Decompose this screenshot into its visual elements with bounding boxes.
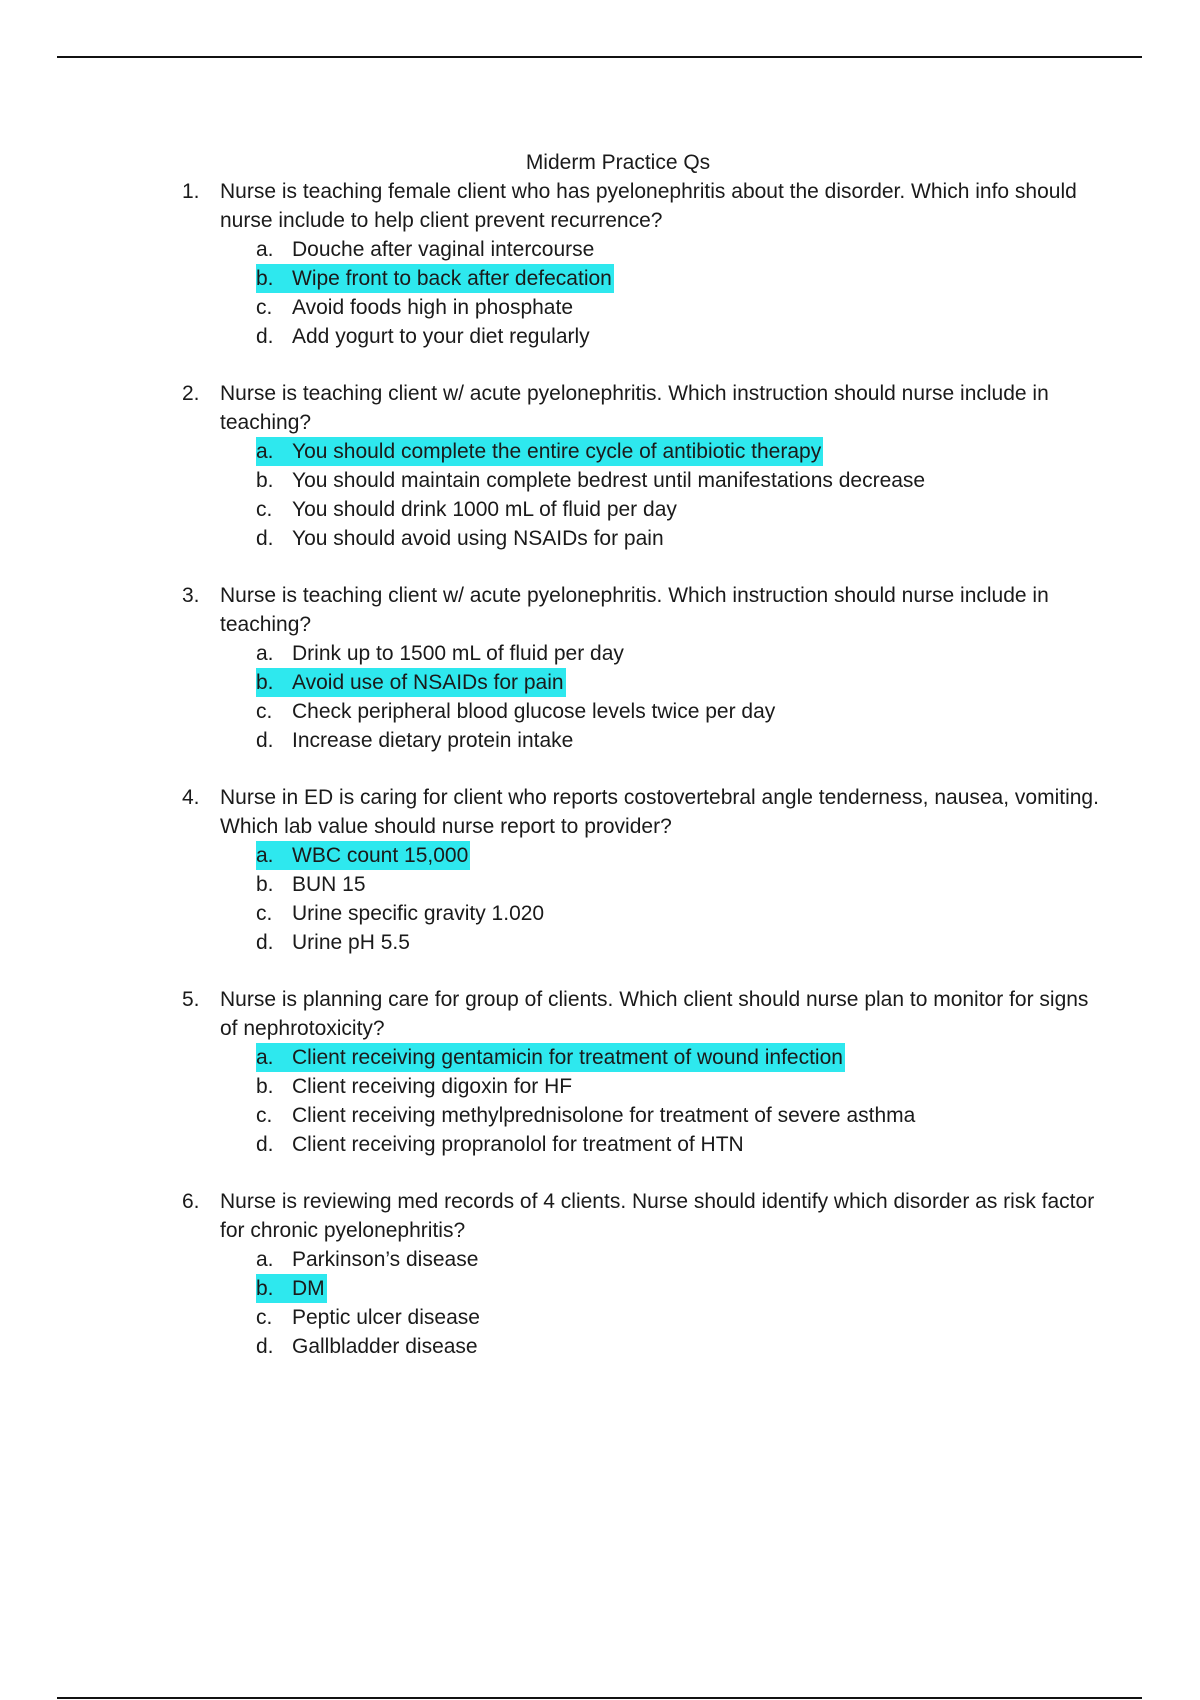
answer-option [220,1303,1100,1332]
option-text: Client receiving propranolol for treatment of HTN [292,1133,744,1156]
option-letter: a. [256,844,274,867]
option-text: Peptic ulcer disease [292,1306,480,1329]
answer-option [220,235,1100,264]
option-letter: b. [256,1277,274,1300]
option-letter: c. [256,1306,273,1329]
option-text: Douche after vaginal intercourse [292,238,595,261]
answer-option [220,495,1100,524]
highlighted-answer [256,1274,327,1303]
answer-option [220,466,1100,495]
option-text: Drink up to 1500 mL of fluid per day [292,642,624,665]
highlighted-answer [256,437,823,466]
question-item [0,581,1100,755]
option-text: Client receiving gentamicin for treatment of wound infection [292,1046,843,1069]
answer-content [256,524,666,553]
question-item [0,985,1100,1159]
option-text: BUN 15 [292,873,366,896]
highlighted-answer [256,841,470,870]
answer-option [220,726,1100,755]
answer-option [220,639,1100,668]
question-text: Nurse is planning care for group of clients. Which client should nurse plan to monitor for signs of nephrotoxicity? [220,988,1089,1040]
answer-content [256,1332,480,1361]
answer-content [256,639,626,668]
answer-content [256,870,368,899]
answer-content [256,1072,574,1101]
document-body [0,148,1200,1361]
question-text: Nurse is reviewing med records of 4 clients. Nurse should identify which disorder as risk factor for chronic pyelonephritis? [220,1190,1095,1242]
answer-content [256,235,596,264]
question-number: 1. [182,180,200,203]
option-letter: c. [256,1104,273,1127]
highlighted-answer [256,1043,845,1072]
question-number: 5. [182,988,200,1011]
option-letter: d. [256,325,274,348]
option-text: You should maintain complete bedrest until manifestations decrease [292,469,926,492]
answer-options [220,1245,1100,1361]
option-letter: b. [256,671,274,694]
option-letter: d. [256,931,274,954]
header-rule [57,56,1142,58]
answer-content [256,1245,480,1274]
answer-option [220,1043,1100,1072]
answer-content [256,1130,746,1159]
option-text: Increase dietary protein intake [292,729,574,752]
highlighted-answer [256,668,566,697]
answer-option [220,668,1100,697]
answer-option [220,524,1100,553]
answer-option [220,437,1100,466]
document-title: Miderm Practice Qs [525,151,711,174]
option-text: Add yogurt to your diet regularly [292,325,590,348]
option-letter: c. [256,296,273,319]
option-letter: a. [256,642,274,665]
option-letter: c. [256,498,273,521]
question-item [0,1187,1100,1361]
answer-options [220,235,1100,351]
option-text: DM [292,1277,325,1300]
answer-option [220,697,1100,726]
question-text: Nurse in ED is caring for client who reports costovertebral angle tenderness, nausea, vomiting. Which lab value should nurse report to provider? [220,786,1099,838]
question-list [0,177,1200,1361]
option-text: WBC count 15,000 [292,844,469,867]
answer-option [220,870,1100,899]
answer-option [220,841,1100,870]
answer-content [256,293,575,322]
option-letter: c. [256,700,273,723]
option-letter: d. [256,527,274,550]
option-letter: b. [256,1075,274,1098]
option-text: You should avoid using NSAIDs for pain [292,527,664,550]
answer-content [256,928,412,957]
answer-content [256,322,592,351]
option-text: Client receiving digoxin for HF [292,1075,573,1098]
option-text: Parkinson’s disease [292,1248,479,1271]
answer-option [220,293,1100,322]
question-item [0,379,1100,553]
answer-content [256,1101,917,1130]
option-letter: a. [256,238,274,261]
option-text: Client receiving methylprednisolone for treatment of severe asthma [292,1104,916,1127]
answer-option [220,928,1100,957]
question-number: 6. [182,1190,200,1213]
option-text: Check peripheral blood glucose levels twice per day [292,700,776,723]
question-text: Nurse is teaching client w/ acute pyelonephritis. Which instruction should nurse include in teaching? [220,584,1049,636]
option-letter: b. [256,469,274,492]
option-text: You should drink 1000 mL of fluid per day [292,498,677,521]
answer-option [220,264,1100,293]
answer-options [220,841,1100,957]
option-text: Avoid foods high in phosphate [292,296,573,319]
question-number: 3. [182,584,200,607]
answer-option [220,1245,1100,1274]
option-letter: d. [256,1133,274,1156]
answer-options [220,437,1100,553]
answer-option [220,1072,1100,1101]
question-number: 4. [182,786,200,809]
option-text: Wipe front to back after defecation [292,267,612,290]
option-text: You should complete the entire cycle of antibiotic therapy [292,440,822,463]
answer-content [256,697,777,726]
option-letter: d. [256,1335,274,1358]
answer-content [256,899,546,928]
question-item [0,177,1100,351]
answer-option [220,322,1100,351]
answer-options [220,1043,1100,1159]
answer-option [220,1101,1100,1130]
question-text: Nurse is teaching female client who has pyelonephritis about the disorder. Which info should nurse include to help client prevent recurrence? [220,180,1077,232]
answer-content [256,495,679,524]
option-letter: b. [256,873,274,896]
question-text: Nurse is teaching client w/ acute pyelonephritis. Which instruction should nurse include in teaching? [220,382,1049,434]
question-number: 2. [182,382,200,405]
highlighted-answer [256,264,614,293]
option-letter: a. [256,1248,274,1271]
option-text: Gallbladder disease [292,1335,478,1358]
answer-option [220,899,1100,928]
question-item [0,783,1100,957]
option-letter: b. [256,267,274,290]
option-text: Urine pH 5.5 [292,931,410,954]
footer-rule [57,1697,1142,1699]
answer-content [256,466,927,495]
answer-content [256,1303,482,1332]
answer-option [220,1130,1100,1159]
answer-options [220,639,1100,755]
option-letter: c. [256,902,273,925]
answer-option [220,1332,1100,1361]
option-text: Avoid use of NSAIDs for pain [292,671,564,694]
option-letter: a. [256,1046,274,1069]
answer-content [256,726,575,755]
answer-option [220,1274,1100,1303]
option-letter: a. [256,440,274,463]
option-text: Urine specific gravity 1.020 [292,902,545,925]
option-letter: d. [256,729,274,752]
